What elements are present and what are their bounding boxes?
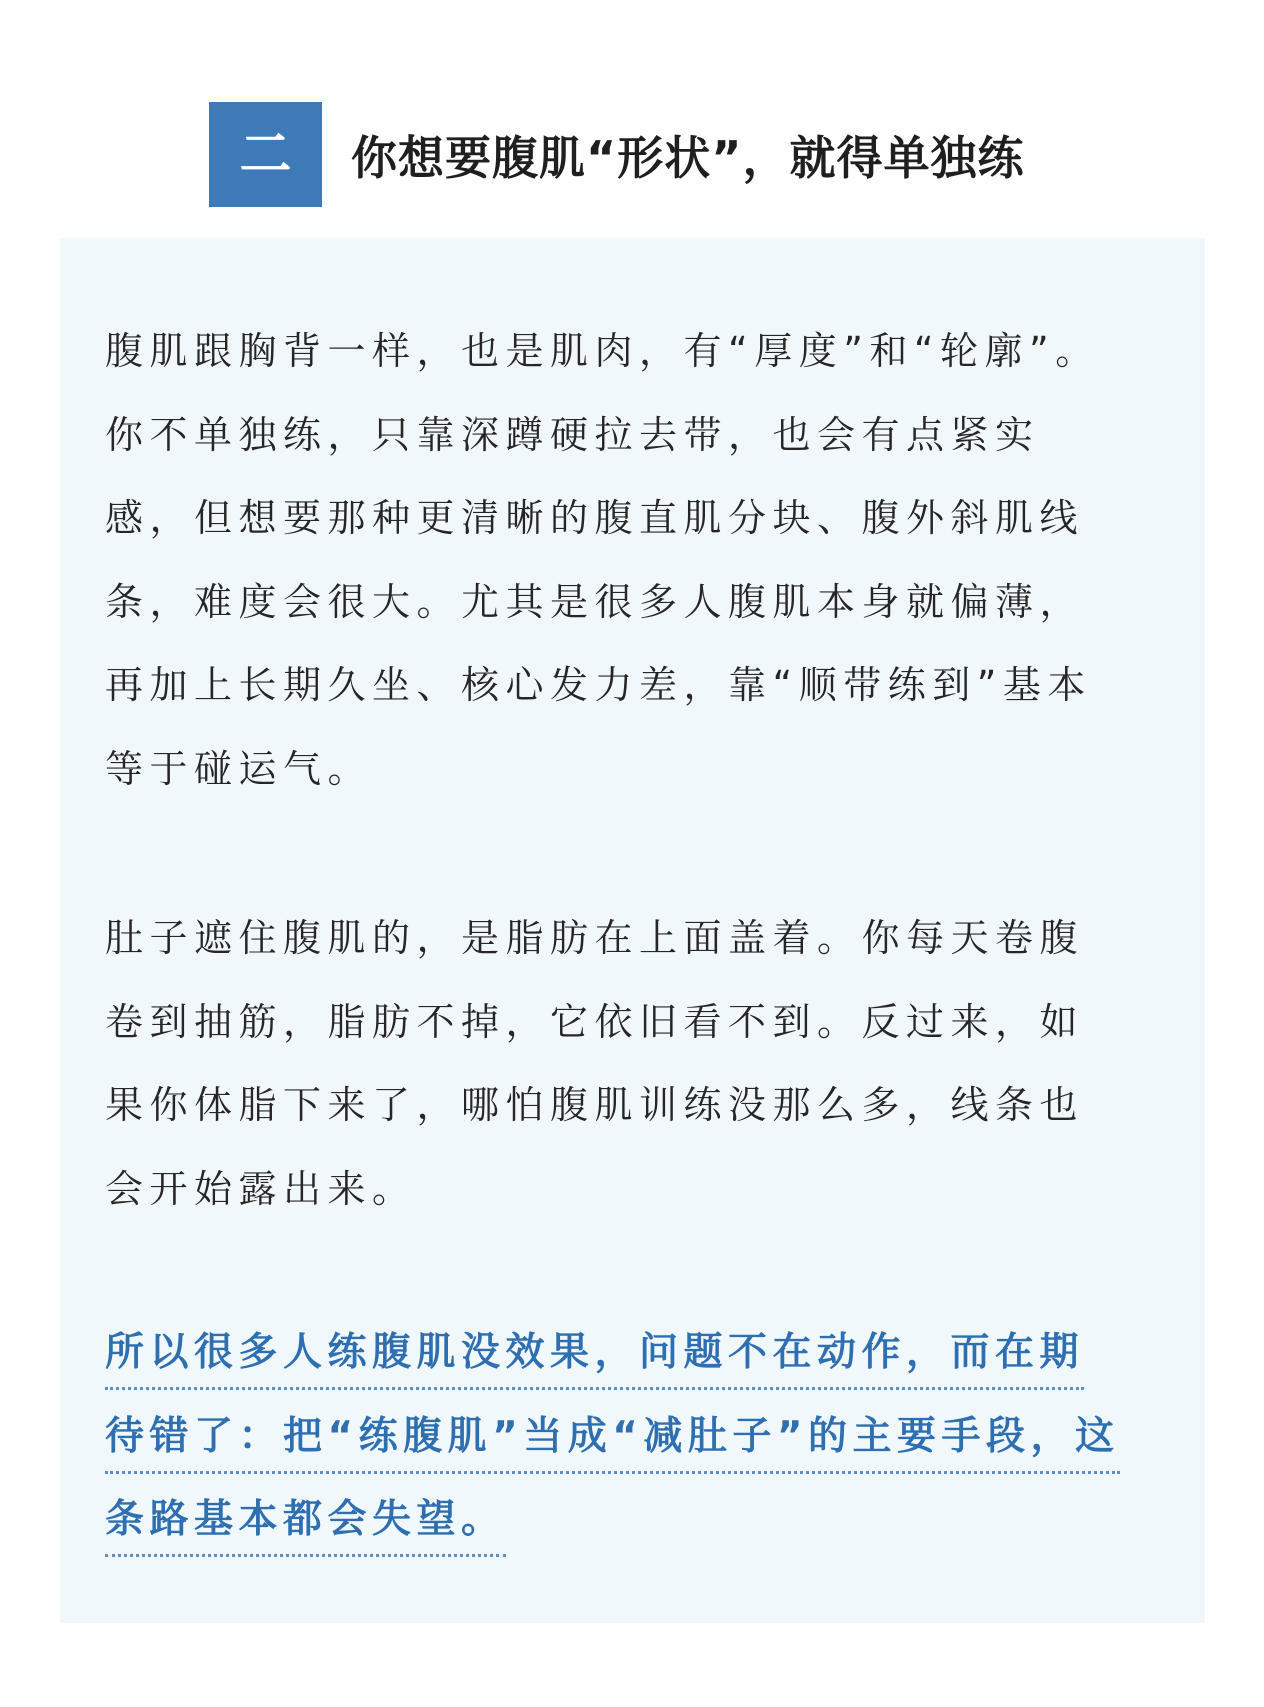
section-number: 二 — [239, 124, 292, 185]
paragraph-line: 等于碰运气。 — [105, 746, 373, 791]
highlight-conclusion — [105, 1311, 1170, 1562]
paragraph-line: 再加上长期久坐、核心发力差，靠“顺带练到”基本 — [105, 663, 1092, 707]
section-number-badge — [209, 102, 322, 207]
section-title: 你想要腹肌“形状”，就得单独练 — [351, 130, 1025, 185]
paragraph-line: 你不单独练，只靠深蹲硬拉去带，也会有点紧实 — [105, 412, 1040, 457]
paragraph-line: 卷到抽筋，脂肪不掉，它依旧看不到。反过来，如 — [105, 999, 1085, 1044]
paragraph-line: 肚子遮住腹肌的，是脂肪在上面盖着。你每天卷腹 — [105, 916, 1085, 960]
highlight-line — [105, 1478, 1170, 1562]
paragraph-line: 会开始露出来。 — [105, 1166, 417, 1211]
paragraph-1 — [105, 310, 1170, 811]
highlight-line-text: 待错了：把“练腹肌”当成“减肚子”的主要手段，这 — [105, 1403, 1120, 1474]
highlight-line-text: 所以很多人练腹肌没效果，问题不在动作，而在期 — [105, 1319, 1084, 1390]
paragraph-line: 腹肌跟胸背一样，也是肌肉，有“厚度”和“轮廓”。 — [105, 329, 1100, 373]
highlight-line — [105, 1395, 1170, 1479]
highlight-line-text: 条路基本都会失望。 — [105, 1486, 506, 1557]
paragraph-line: 感，但想要那种更清晰的腹直肌分块、腹外斜肌线 — [105, 496, 1085, 540]
highlight-line — [105, 1311, 1170, 1395]
section-header — [209, 102, 1024, 207]
paragraph-line: 条，难度会很大。尤其是很多人腹肌本身就偏薄， — [105, 579, 1085, 624]
paragraph-line: 果你体脂下来了，哪怕腹肌训练没那么多，线条也 — [105, 1083, 1085, 1127]
paragraph-2 — [105, 897, 1170, 1231]
